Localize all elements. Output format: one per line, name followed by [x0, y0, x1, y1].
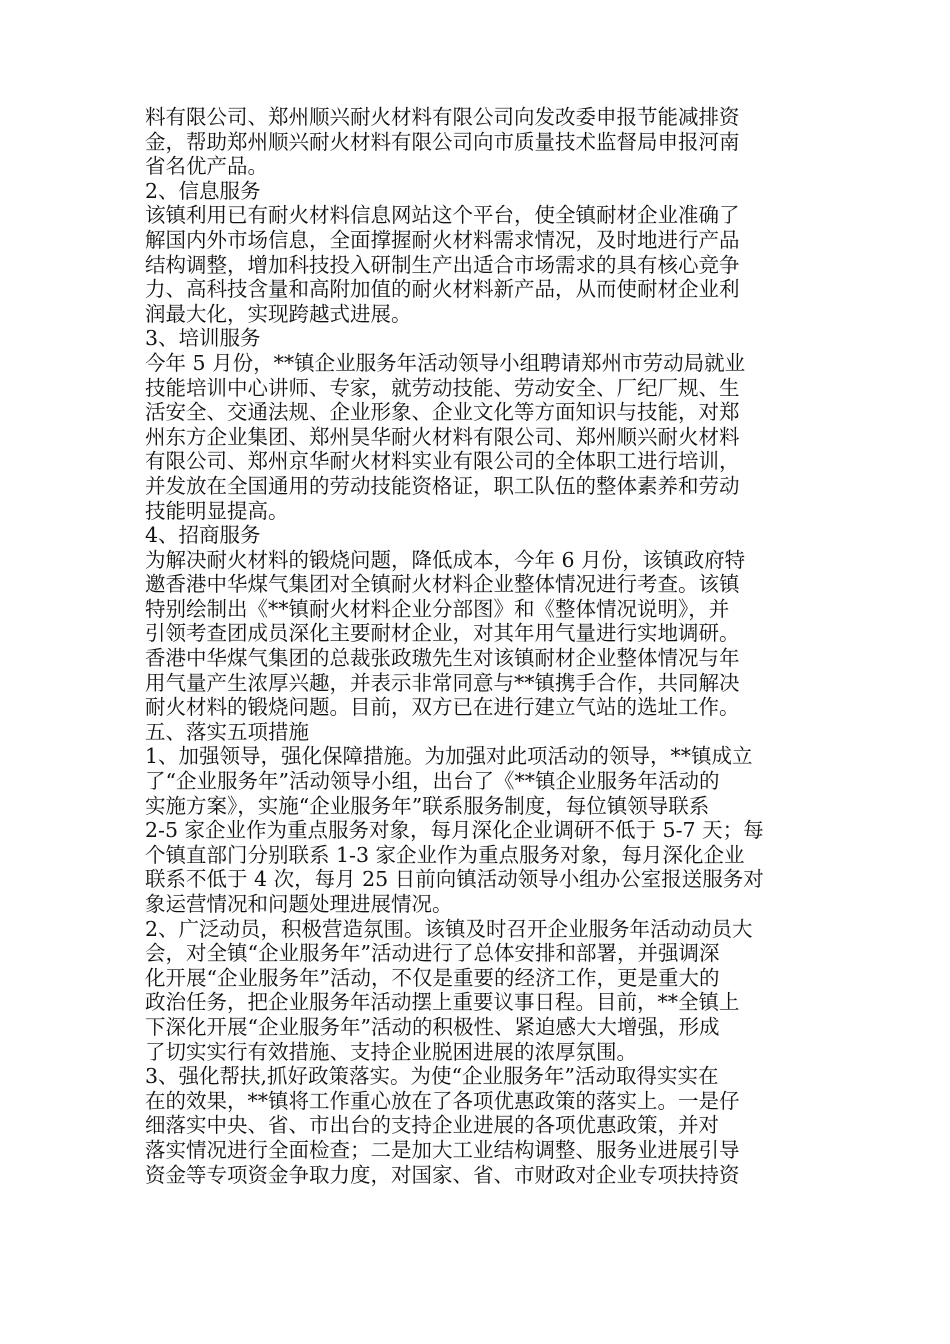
- section-heading: 五、落实五项措施: [145, 719, 309, 744]
- text-line: 个镇直部门分别联系 1-3 家企业作为重点服务对象，每月深化企业: [145, 842, 745, 867]
- text-line: 结构调整，增加科技投入研制生产出适合市场需求的具有核心竞争: [145, 252, 740, 277]
- text-line: 了“企业服务年”活动领导小组，出台了《**镇企业服务年活动的: [145, 769, 720, 794]
- text-line: 3、强化帮扶,抓好政策落实。为使“企业服务年”活动取得实实在: [145, 1064, 719, 1089]
- section-heading: 2、信息服务: [145, 178, 261, 203]
- text-line: 用气量产生浓厚兴趣，并表示非常同意与**镇携手合作，共同解决: [145, 670, 740, 695]
- text-line: 化开展“企业服务年”活动，不仅是重要的经济工作，更是重大的: [145, 965, 720, 990]
- text-line: 落实情况进行全面检查；二是加大工业结构调整、服务业进展引导: [145, 1137, 740, 1162]
- text-line: 料有限公司、郑州顺兴耐火材料有限公司向发改委申报节能减排资: [145, 105, 740, 129]
- text-line: 在的效果，**镇将工作重心放在了各项优惠政策的落实上。一是仔: [145, 1088, 740, 1113]
- section-heading: 3、培训服务: [145, 326, 261, 351]
- document-body: [145, 105, 805, 1187]
- text-line: 下深化开展“企业服务年”活动的积极性、紧迫感大大增强，形成: [145, 1014, 720, 1039]
- text-line: 金，帮助郑州顺兴耐火材料有限公司向市质量技术监督局申报河南: [145, 129, 740, 154]
- text-line: 实施方案》，实施“企业服务年”联系服务制度，每位镇领导联系: [145, 793, 710, 818]
- text-line: 2、广泛动员，积极营造氛围。该镇及时召开企业服务年活动动员大: [145, 916, 753, 941]
- text-line: 细落实中央、省、市出台的支持企业进展的各项优惠政策，并对: [145, 1113, 719, 1138]
- text-line: 解国内外市场信息，全面撑握耐火材料需求情况，及时地进行产品: [145, 227, 740, 252]
- text-line: 联系不低于 4 次，每月 25 日前向镇活动领导小组办公室报送服务对: [145, 867, 764, 892]
- text-line: 为解决耐火材料的锻烧问题，降低成本，今年 6 月份，该镇政府特: [145, 547, 746, 572]
- text-line: 资金等专项资金争取力度，对国家、省、市财政对企业专项扶持资: [145, 1162, 740, 1187]
- text-line: 技能明显提高。: [145, 498, 289, 523]
- text-line: 技能培训中心讲师、专家，就劳动技能、劳动安全、厂纪厂规、生: [145, 375, 740, 400]
- text-line: 邀香港中华煤气集团对全镇耐火材料企业整体情况进行考查。该镇: [145, 572, 740, 597]
- text-line: 1、加强领导，强化保障措施。为加强对此项活动的领导，**镇成立: [145, 744, 753, 769]
- text-line: 今年 5 月份，**镇企业服务年活动领导小组聘请郑州市劳动局就业: [145, 350, 746, 375]
- text-line: 力、高科技含量和高附加值的耐火材料新产品，从而使耐材企业利: [145, 277, 740, 302]
- text-line: 会，对全镇“企业服务年”活动进行了总体安排和部署，并强调深: [145, 941, 720, 966]
- text-line: 有限公司、郑州京华耐火材料实业有限公司的全体职工进行培训，: [145, 449, 740, 474]
- text-line: 该镇利用已有耐火材料信息网站这个平台，使全镇耐材企业准确了: [145, 203, 740, 228]
- text-line: 省名优产品。: [145, 154, 268, 179]
- text-line: 州东方企业集团、郑州昊华耐火材料有限公司、郑州顺兴耐火材料: [145, 424, 740, 449]
- text-line: 活安全、交通法规、企业形象、企业文化等方面知识与技能，对郑: [145, 400, 740, 425]
- text-line: 润最大化，实现跨越式进展。: [145, 301, 412, 326]
- text-line: 2-5 家企业作为重点服务对象，每月深化企业调研不低于 5-7 天；每: [145, 818, 764, 843]
- section-heading: 4、招商服务: [145, 523, 261, 548]
- text-line: 政治任务，把企业服务年活动摆上重要议事日程。目前，**全镇上: [145, 990, 740, 1015]
- text-line: 引领考查团成员深化主要耐材企业，对其年用气量进行实地调研。: [145, 621, 740, 646]
- text-line: 特别绘制出《**镇耐火材料企业分部图》和《整体情况说明》，并: [145, 596, 730, 621]
- text-line: 并发放在全国通用的劳动技能资格证，职工队伍的整体素养和劳动: [145, 473, 740, 498]
- text-line: 象运营情况和问题处理进展情况。: [145, 892, 453, 916]
- text-line: 耐火材料的锻烧问题。目前，双方已在进行建立气站的选址工作。: [145, 695, 740, 720]
- text-line: 了切实实行有效措施、支持企业脱困进展的浓厚氛围。: [145, 1039, 637, 1064]
- text-line: 香港中华煤气集团的总裁张政璈先生对该镇耐材企业整体情况与年: [145, 646, 740, 671]
